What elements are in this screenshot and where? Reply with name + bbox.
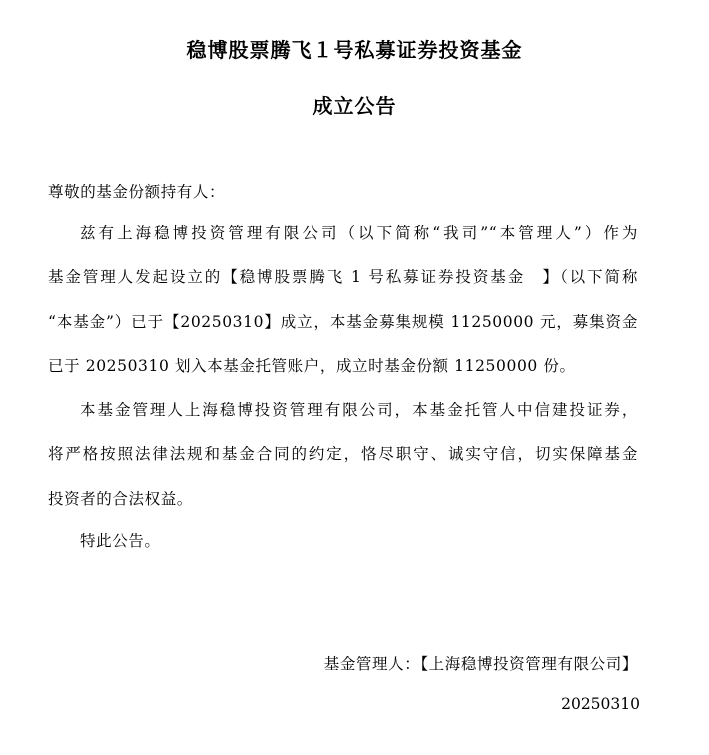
paragraph2-line: 将严格按照法律法规和基金合同的约定，恪尽职守、诚实守信，切实保障基金 [48, 445, 638, 463]
paragraph2-line: 本基金管理人上海稳博投资管理有限公司，本基金托管人中信建投证券， [80, 401, 638, 419]
paragraph1-line: 基金管理人发起设立的【稳博股票腾飞 1 号私募证券投资基金 】（以下简称 [48, 268, 638, 286]
closing-statement: 特此公告。 [80, 532, 161, 550]
document-title: 稳博股票腾飞１号私募证券投资基金 [186, 38, 523, 62]
paragraph2-line: 投资者的合法权益。 [48, 490, 193, 508]
greeting: 尊敬的基金份额持有人： [48, 183, 226, 201]
announcement-date: 20250310 [561, 695, 640, 713]
paragraph1-line: 兹有上海稳博投资管理有限公司（以下简称“我司”“本管理人”）作为 [80, 224, 638, 242]
paragraph1-line: “本基金”）已于【20250310】成立，本基金募集规模 11250000 元，募集资金 [48, 313, 638, 331]
document-subtitle: 成立公告 [312, 94, 397, 118]
paragraph1-line: 已于 20250310 划入本基金托管账户，成立时基金份额 11250000 份。 [48, 357, 576, 375]
fund-manager-signoff: 基金管理人：【上海稳博投资管理有限公司】 [323, 655, 638, 673]
